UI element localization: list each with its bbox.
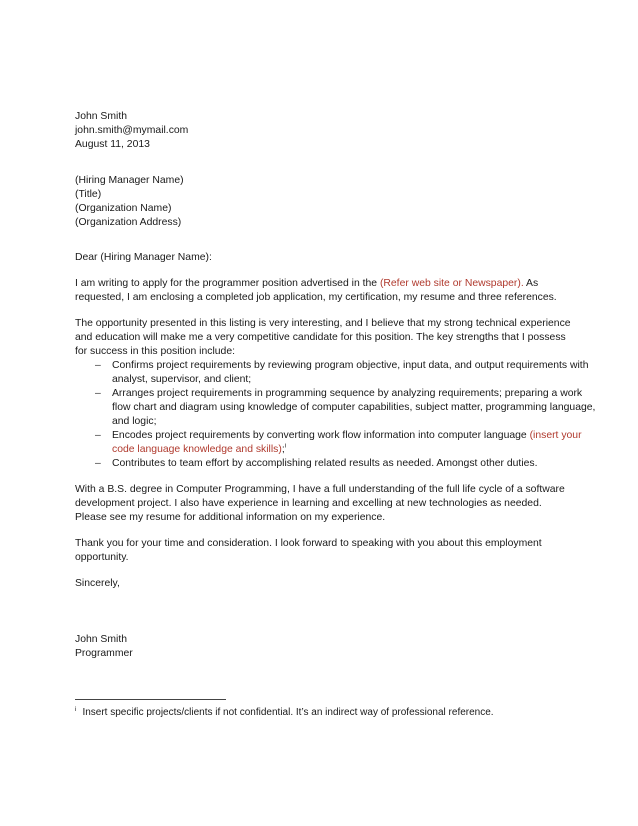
recipient-organization-address: (Organization Address) [75,217,182,228]
paragraph-opportunity [75,317,575,359]
list-item [75,387,596,429]
paragraph-intro-line-2: requested, I am enclosing a completed job application, my certification, my resume and three references. [75,292,557,303]
list-item [75,457,575,471]
list-item [75,429,582,457]
paragraph-education-line-1: With a B.S. degree in Computer Programming, I have a full understanding of the full life cycle of a software [75,484,565,495]
signature-block [75,633,575,661]
sender-name: John Smith [75,111,127,122]
list-item-line: Arranges project requirements in programming sequence by analyzing requirements; preparing a work [112,388,583,399]
recipient-manager-name: (Hiring Manager Name) [75,175,184,186]
source-placeholder: (Refer web site or Newspaper). [379,278,524,289]
letter-body [75,110,596,661]
paragraph-intro-line-1 [75,277,575,291]
recipient-block [75,174,575,230]
intro-text: I am writing to apply for the programmer position advertised in the [75,278,380,289]
footnote-reference: i [284,442,287,450]
footnote [75,706,575,720]
letter-date: August 11, 2013 [75,139,150,150]
paragraph-opportunity-line-1: The opportunity presented in this listing is very interesting, and I believe that my strong technical experience [75,318,571,329]
paragraph-education-line-2: development project. I also have experience in learning and excelling at new technologies as needed. [75,498,542,509]
salutation: Dear (Hiring Manager Name): [75,252,212,263]
footnote-marker: i [75,705,77,713]
list-item-line: Contributes to team effort by accomplishing related results as needed. Amongst other duties. [112,458,538,469]
sender-block [75,110,575,152]
list-item-line [112,429,582,443]
dash-bullet-icon: – [95,430,101,441]
signature-name: John Smith [75,634,127,645]
list-item-punctuation: ; [281,444,285,455]
closing: Sincerely, [75,578,120,589]
footnote-divider [75,699,226,700]
list-item-text: Encodes project requirements by converting work flow information into computer language [112,430,530,441]
recipient-title: (Title) [75,189,102,200]
paragraph-thanks-line-1: Thank you for your time and consideration. I look forward to speaking with you about this employment [75,538,542,549]
recipient-organization-name: (Organization Name) [75,203,172,214]
list-item-line: analyst, supervisor, and client; [112,374,252,385]
paragraph-opportunity-line-2: and education will make me a very competitive candidate for this position. The key strengths that I possess [75,332,566,343]
paragraph-opportunity-line-3: for success in this position include: [75,346,235,357]
skills-placeholder-continued: code language knowledge and skills) [112,444,282,455]
dash-bullet-icon: – [95,388,101,399]
dash-bullet-icon: – [95,360,101,371]
paragraph-thanks [75,537,575,565]
dash-bullet-icon: – [95,458,101,469]
list-item [75,359,589,387]
signature-title: Programmer [75,648,133,659]
sender-email: john.smith@mymail.com [75,125,189,136]
list-item-line: flow chart and diagram using knowledge of computer capabilities, subject matter, programming language, [112,402,596,413]
paragraph-education [75,483,575,525]
list-item-line: Confirms project requirements by reviewing program objective, input data, and output requirements with [112,360,589,371]
skills-placeholder: (insert your [529,430,582,441]
strengths-list [75,359,596,471]
paragraph-education-line-3: Please see my resume for additional information on my experience. [75,512,386,523]
list-item-line: and logic; [112,416,157,427]
paragraph-thanks-line-2: opportunity. [75,552,129,563]
footnote-text: Insert specific projects/clients if not confidential. It’s an indirect way of professional reference. [82,707,494,718]
paragraph-intro [75,277,575,305]
list-item-line [112,443,575,457]
intro-text-end: As [523,278,539,289]
